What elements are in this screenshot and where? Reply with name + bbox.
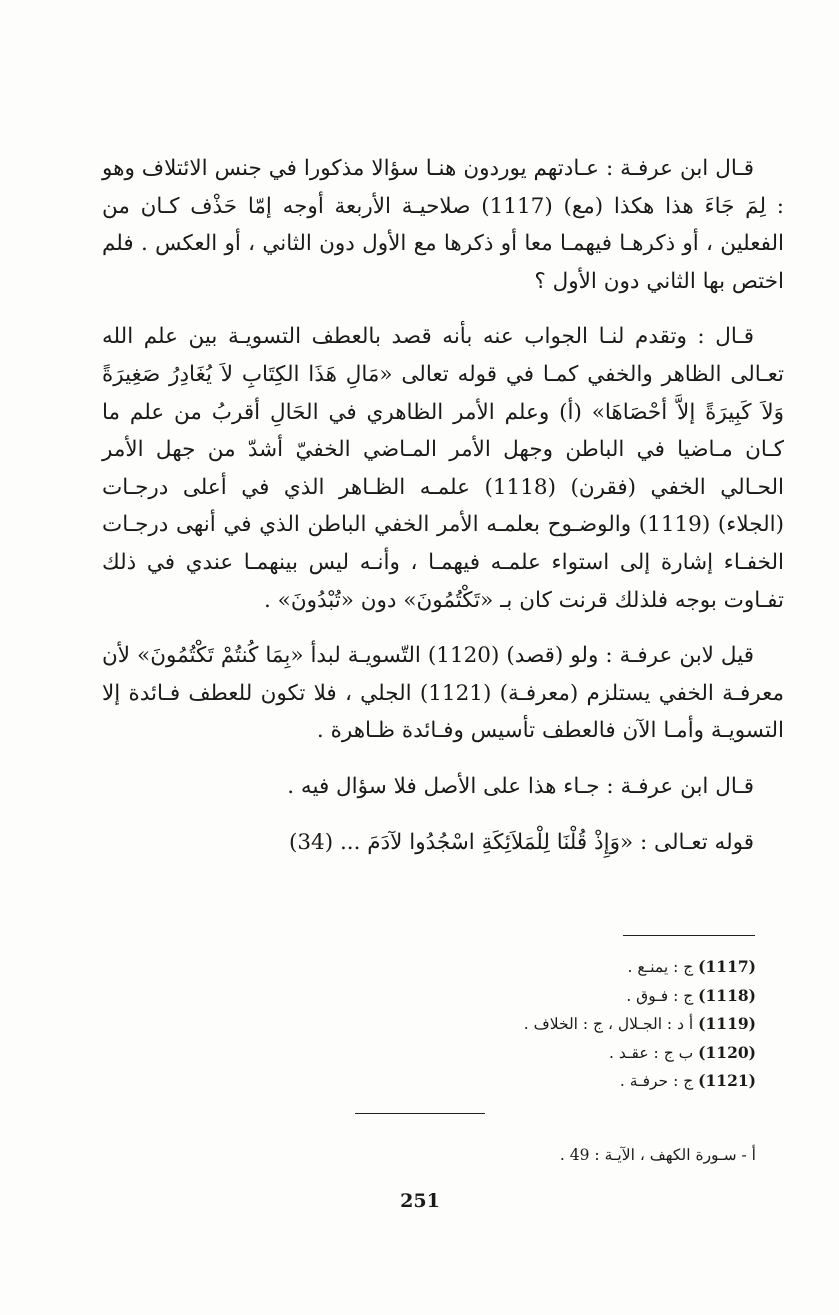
footnote-item <box>420 1067 756 1096</box>
aya-separator <box>355 1113 485 1114</box>
footnote-item <box>420 1010 756 1039</box>
footnote-item <box>420 1039 756 1068</box>
footnote-number: (1119) <box>698 1014 756 1033</box>
footnote-text: ج : فـوق . <box>626 986 694 1005</box>
footnote-number: (1118) <box>698 985 756 1005</box>
footnote-text: ج : حرفـة . <box>619 1072 694 1090</box>
footnote-item <box>420 953 756 982</box>
main-text <box>102 150 784 879</box>
page-number: 251 <box>400 1190 440 1212</box>
footnote-number: (1120) <box>698 1042 756 1062</box>
footnotes-list <box>420 953 756 1096</box>
verse-heading: قوله تعـالى : «وَإِذْ قُلْنَا لِلْمَلاَئِكَةِ اسْجُدُوا لآدَمَ ... (34) <box>288 829 754 855</box>
paragraph-objection: قيل لابن عرفـة : ولو (قصد) (1120) التّسويـة لبدأ «بِمَا كُنتُمْ تَكْتُمُونَ» لأن معرفـة الخفي يستلزم (معرفـة) (1121) الجلي ، فلا تكون للعطف فـائدة إلا التسويـة وأمـا الآن فالعطف تأسيس وفـائدة ظـاهرة . <box>102 643 785 744</box>
aya-reference-note: أ - سـورة الكهف ، الآيـة : 49 . <box>559 1146 756 1164</box>
footnote-number: (1121) <box>698 1071 756 1090</box>
footnote-text: ب ج : عقـد . <box>609 1043 694 1062</box>
footnote-item <box>420 982 756 1011</box>
footnote-number: (1117) <box>698 957 756 976</box>
footnote-text: ج : يمنـع . <box>627 958 694 976</box>
footnote-separator <box>623 935 755 936</box>
paragraph-question: قـال ابن عرفـة : عـادتهم يوردون هنـا سؤالا مذكورا في جنس الائتلاف وهو : لِمَ جَاءَ هذا هكذا (مع) (1117) صلاحيـة الأربعة أوجه إمّا حَذْف كـان من الفعلين ، أو ذكرهـا فيهمـا معا أو ذكرها مع الأول دون الثاني ، أو العكس . فلم اختص بها الثاني دون الأول ؟ <box>102 156 784 294</box>
paragraph-answer: قـال : وتقدم لنـا الجواب عنه بأنه قصد بالعطف التسويـة بين علم الله تعـالى الظاهر والخفي كمـا في قوله تعالى «مَالِ هَذَا الكِتَابِ لاَ يُغَادِرُ صَغِيرَةً وَلاَ كَبِيرَةً إلاَّ أحْصَاهَا» (أ) وعلم الأمر الظاهري في الحَالِ أقربُ من علم ما كـان مـاضيا في الباطن وجهل الأمر المـاضي الخفيّ أشدّ من جهل الأمر الحـالي الخفي (فقرن) (1118) علمـه الظـاهر الذي في أعلى درجـات (الجلاء) (1119) والوضـوح بعلمـه الأمر الخفي الباطن الذي في أنهى درجـات الخفـاء إشارة إلى استواء علمـه فيهمـا ، وأنـه ليس بينهمـا عندي في ذلك تفـاوت بوجه فلذلك قرنت كان بـ «تَكْتُمُونَ» دون «تُبْدُونَ» . <box>102 324 784 613</box>
paragraph-reply: قـال ابن عرفـة : جـاء هذا على الأصل فلا سؤال فيه . <box>287 773 754 799</box>
footnote-text: أ د : الجـلال ، ج : الخلاف . <box>523 1015 694 1033</box>
